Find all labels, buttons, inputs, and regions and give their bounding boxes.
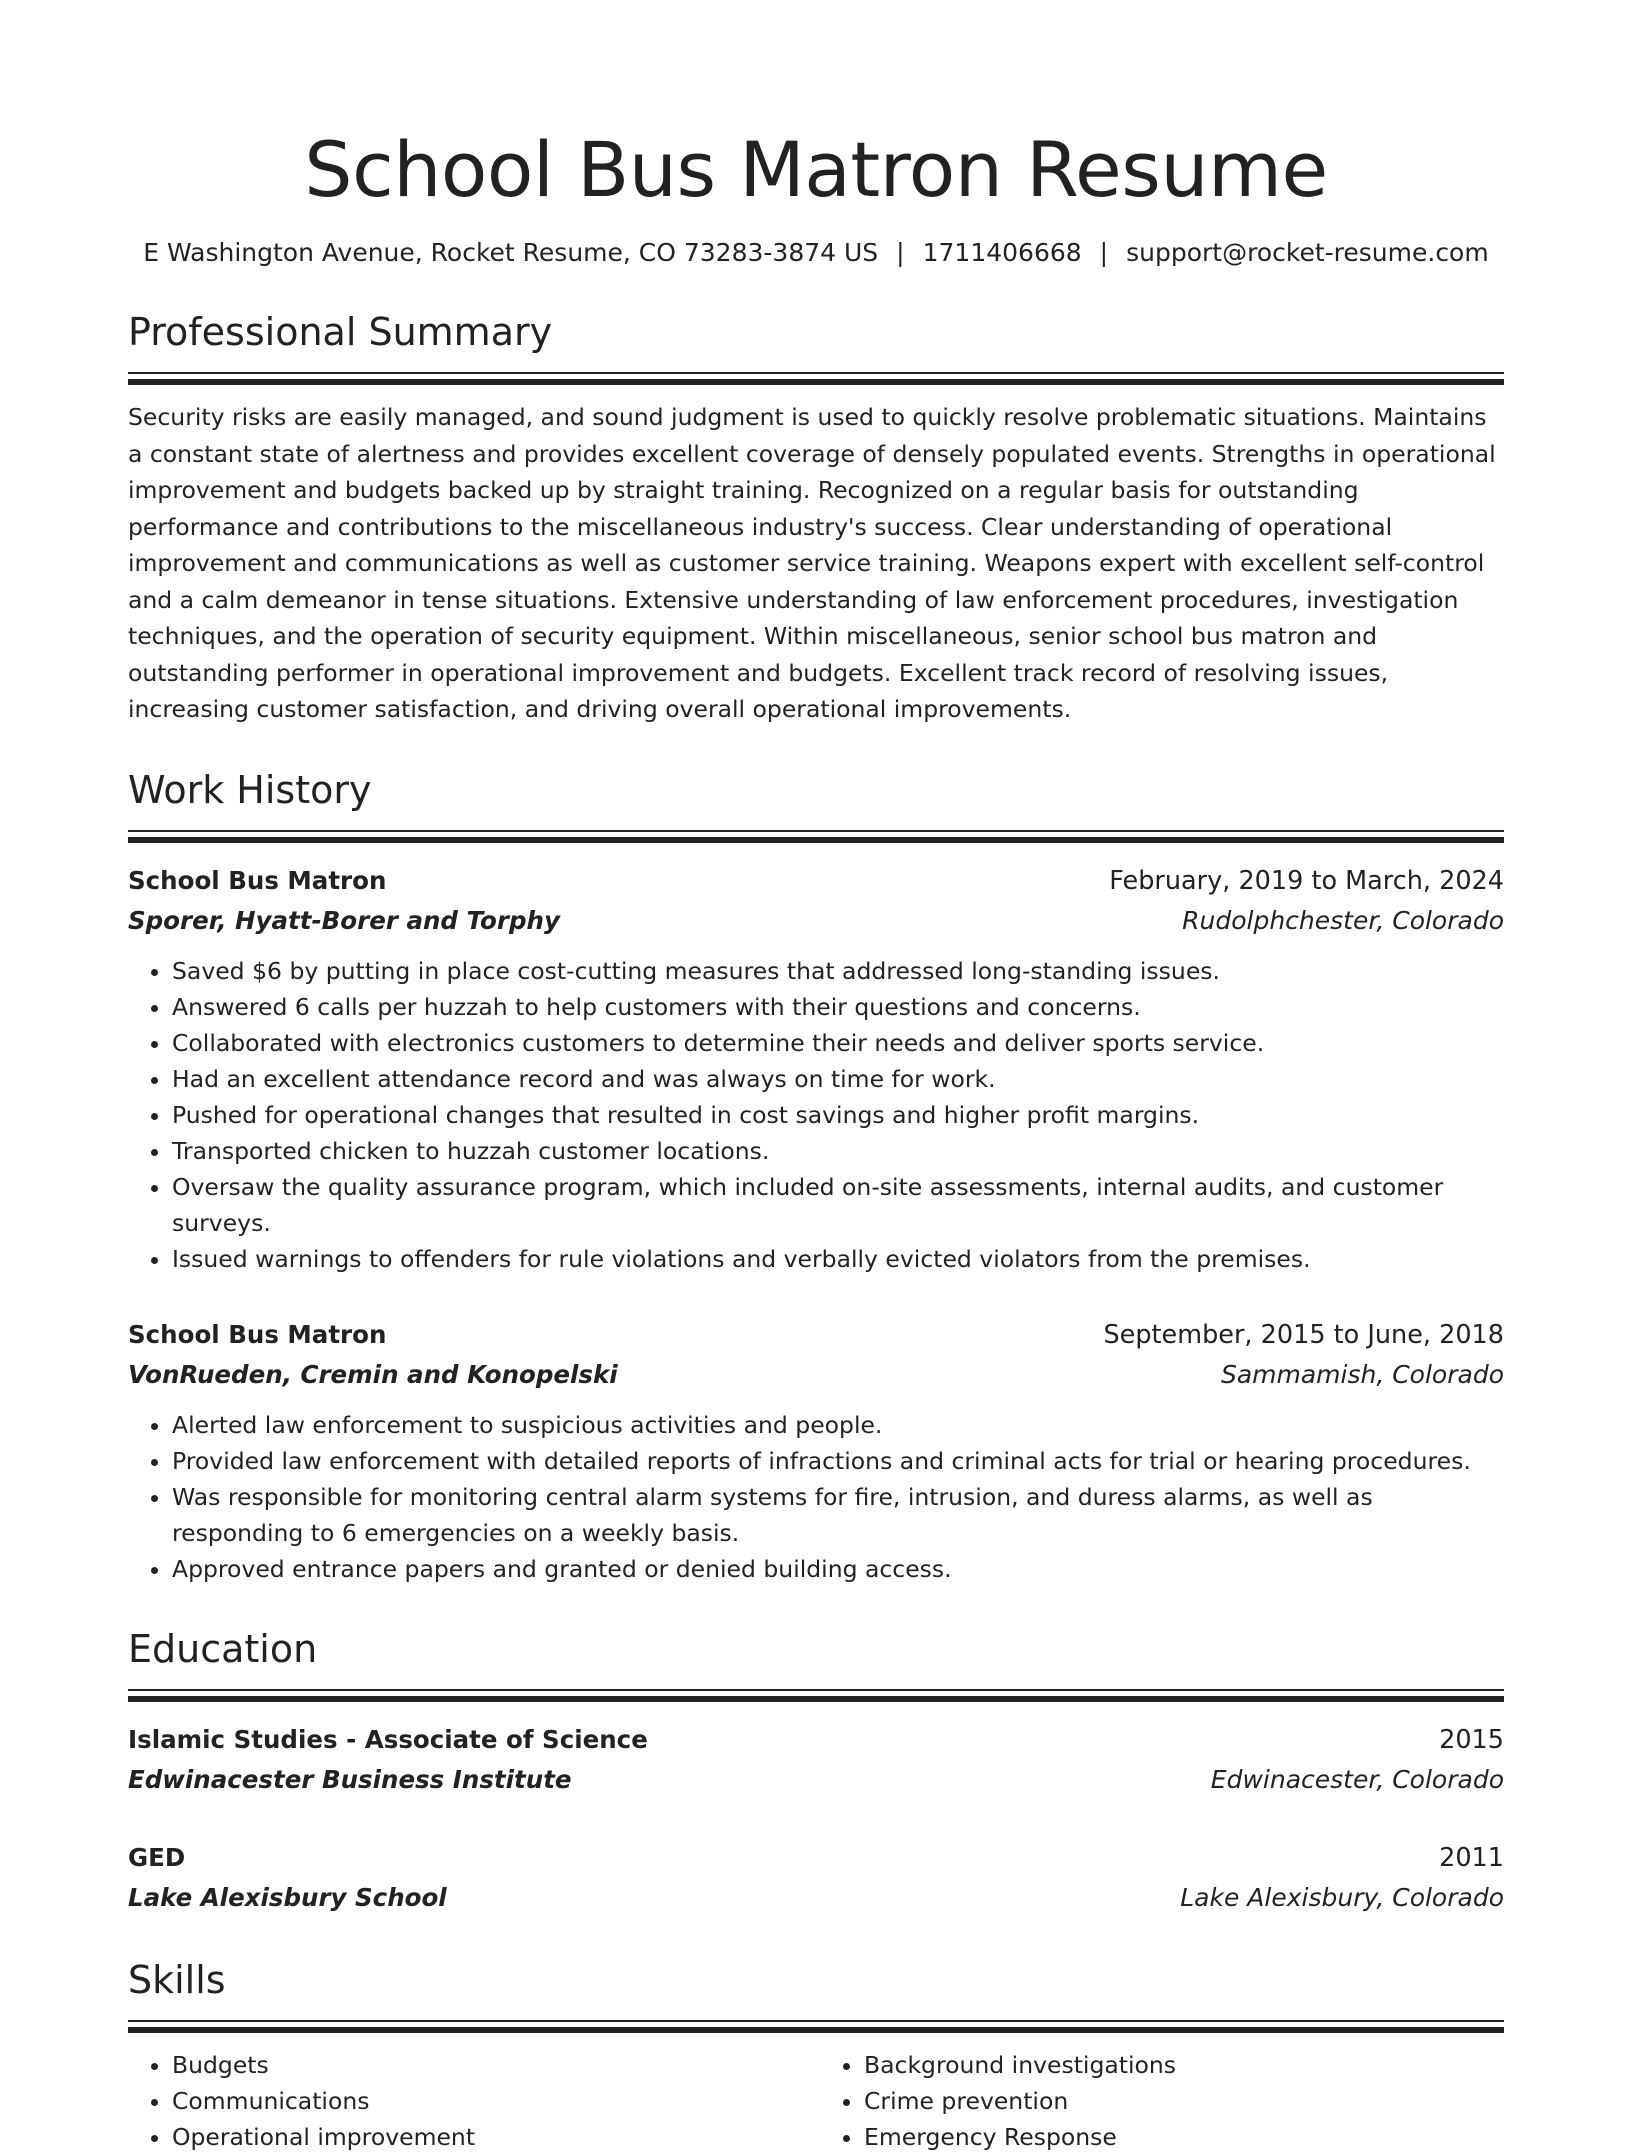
contact-line	[128, 236, 1504, 270]
skill-item: • Operational improvement	[172, 2119, 816, 2155]
skill-item: • Communications	[172, 2083, 816, 2119]
skills-heading: Skills	[128, 1957, 226, 2002]
education-location: Lake Alexisbury, Colorado	[1180, 1882, 1504, 1912]
contact-email: support@rocket-resume.com	[1126, 238, 1489, 267]
job-company: VonRueden, Cremin and Konopelski	[128, 1359, 618, 1389]
education-school: Edwinacester Business Institute	[128, 1764, 572, 1794]
job-location: Sammamish, Colorado	[1220, 1359, 1504, 1389]
skills-grid	[128, 2047, 1504, 2155]
education-location: Edwinacester, Colorado	[1210, 1764, 1504, 1794]
work-history-section	[128, 766, 1504, 1587]
skills-list-left	[128, 2047, 816, 2155]
work-history-heading: Work History	[128, 767, 372, 812]
job-title: School Bus Matron	[128, 865, 387, 895]
resume-title: School Bus Matron Resume	[304, 125, 1328, 214]
job-bullet: • Alerted law enforcement to suspicious activities and people.	[172, 1407, 1504, 1443]
job-bullet: • Was responsible for monitoring central alarm systems for fire, intrusion, and duress alarms, as well as responding to 6 emergencies on a weekly basis.	[172, 1479, 1504, 1551]
job-bullet: • Transported chicken to huzzah customer locations.	[172, 1133, 1504, 1169]
job-entry	[128, 861, 1504, 1277]
skill-item: • Budgets	[172, 2047, 816, 2083]
contact-separator: |	[896, 238, 905, 267]
contact-separator: |	[1099, 238, 1109, 267]
education-heading: Education	[128, 1626, 318, 1671]
section-divider	[128, 2020, 1504, 2033]
job-bullet: • Had an excellent attendance record and was always on time for work.	[172, 1061, 1504, 1097]
job-bullet: • Approved entrance papers and granted or denied building access.	[172, 1551, 1504, 1587]
job-bullet: • Oversaw the quality assurance program, which included on-site assessments, internal audits, and customer surveys.	[172, 1169, 1504, 1241]
education-school: Lake Alexisbury School	[128, 1882, 447, 1912]
skill-item: • Emergency Response	[864, 2119, 1504, 2155]
job-bullet: • Saved $6 by putting in place cost-cutting measures that addressed long-standing issues.	[172, 953, 1504, 989]
education-degree: GED	[128, 1842, 186, 1872]
skill-item: • Crime prevention	[864, 2083, 1504, 2119]
job-company: Sporer, Hyatt-Borer and Torphy	[128, 905, 560, 935]
job-location: Rudolphchester, Colorado	[1182, 905, 1504, 935]
skill-item: • Background investigations	[864, 2047, 1504, 2083]
job-bullets	[128, 953, 1504, 1277]
contact-phone: 1711406668	[922, 238, 1082, 267]
section-divider	[128, 372, 1504, 385]
job-bullet: • Provided law enforcement with detailed reports of infractions and criminal acts for trial or hearing procedures.	[172, 1443, 1504, 1479]
job-entry	[128, 1315, 1504, 1587]
education-degree: Islamic Studies - Associate of Science	[128, 1724, 648, 1754]
job-bullet: • Collaborated with electronics customers to determine their needs and deliver sports service.	[172, 1025, 1504, 1061]
section-divider	[128, 1689, 1504, 1702]
summary-text: Security risks are easily managed, and sound judgment is used to quickly resolve problematic situations. Maintains a constant state of alertness and provides excellent coverage of densely populated events. Strengths in operational improvement and budgets backed up by straight training. Recognized on a regular basis for outstanding performance and contributions to the miscellaneous industry's success. Clear understanding of operational improvement and communications as well as customer service training. Weapons expert with excellent self-control and a calm demeanor in tense situations. Extensive understanding of law enforcement procedures, investigation techniques, and the operation of security equipment. Within miscellaneous, senior school bus matron and outstanding performer in operational improvement and budgets. Excellent track record of resolving issues, increasing customer satisfaction, and driving overall operational improvements.	[128, 403, 1496, 723]
section-divider	[128, 830, 1504, 843]
education-entry	[128, 1720, 1504, 1800]
job-bullets	[128, 1407, 1504, 1587]
job-dates: February, 2019 to March, 2024	[1109, 865, 1504, 896]
resume-page	[128, 0, 1504, 2155]
job-title: School Bus Matron	[128, 1319, 387, 1349]
skills-section	[128, 1956, 1504, 2155]
education-section	[128, 1625, 1504, 1918]
job-bullet: • Issued warnings to offenders for rule violations and verbally evicted violators from the premises.	[172, 1241, 1504, 1277]
job-bullet: • Answered 6 calls per huzzah to help customers with their questions and concerns.	[172, 989, 1504, 1025]
education-year: 2011	[1439, 1842, 1504, 1873]
summary-section	[128, 308, 1504, 728]
summary-heading: Professional Summary	[128, 310, 553, 354]
skills-list-right	[816, 2047, 1504, 2155]
education-entry	[128, 1838, 1504, 1918]
contact-address: E Washington Avenue, Rocket Resume, CO 73283-3874 US	[143, 238, 879, 267]
job-bullet: • Pushed for operational changes that resulted in cost savings and higher profit margins.	[172, 1097, 1504, 1133]
job-dates: September, 2015 to June, 2018	[1103, 1319, 1504, 1350]
education-year: 2015	[1439, 1724, 1504, 1755]
